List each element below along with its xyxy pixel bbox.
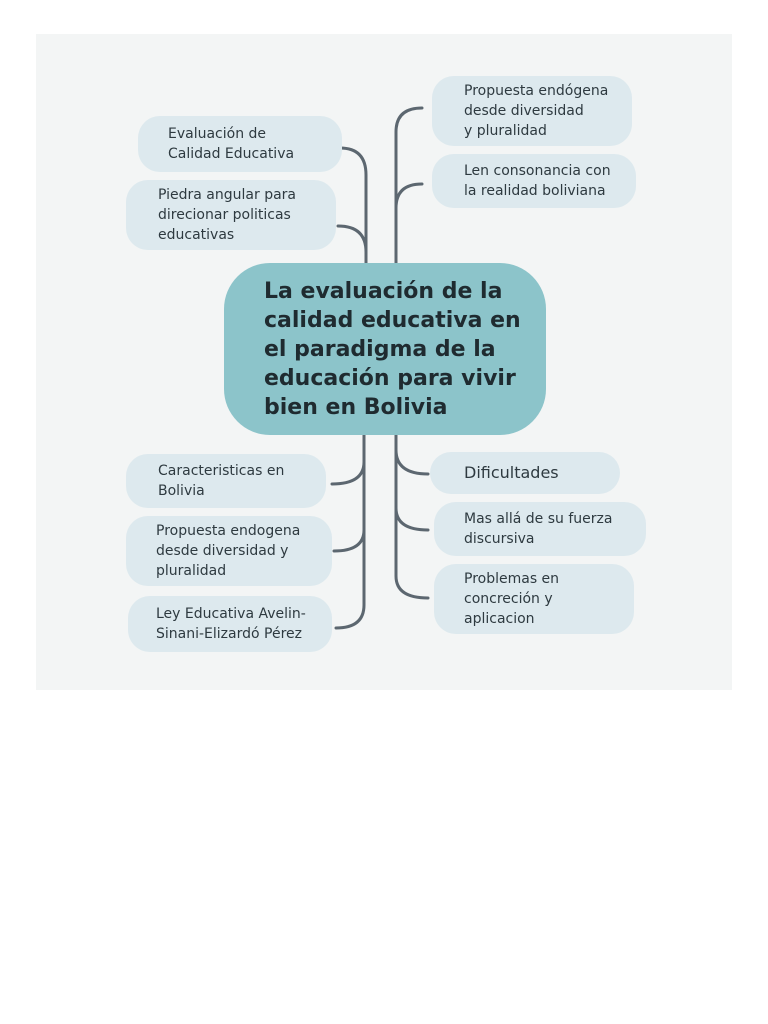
node-dificultades: Dificultades [430, 452, 620, 494]
node-ley-educativa: Ley Educativa Avelin- Sinani-Elizardó Pérez [128, 596, 332, 652]
node-propuesta-endogena-top: Propuesta endógena desde diversidad y pluralidad [432, 76, 632, 146]
node-mas-alla: Mas allá de su fuerza discursiva [434, 502, 646, 556]
node-consonancia: Len consonancia con la realidad boliviana [432, 154, 636, 208]
node-evaluacion-calidad: Evaluación de Calidad Educativa [138, 116, 342, 172]
node-piedra-angular: Piedra angular para direcionar politicas educativas [126, 180, 336, 250]
node-propuesta-endogena-bottom: Propuesta endogena desde diversidad y pluralidad [126, 516, 332, 586]
node-problemas: Problemas en concreción y aplicacion [434, 564, 634, 634]
central-topic: La evaluación de la calidad educativa en el paradigma de la educación para vivir bien en Bolivia [224, 263, 546, 435]
node-caracteristicas: Caracteristicas en Bolivia [126, 454, 326, 508]
